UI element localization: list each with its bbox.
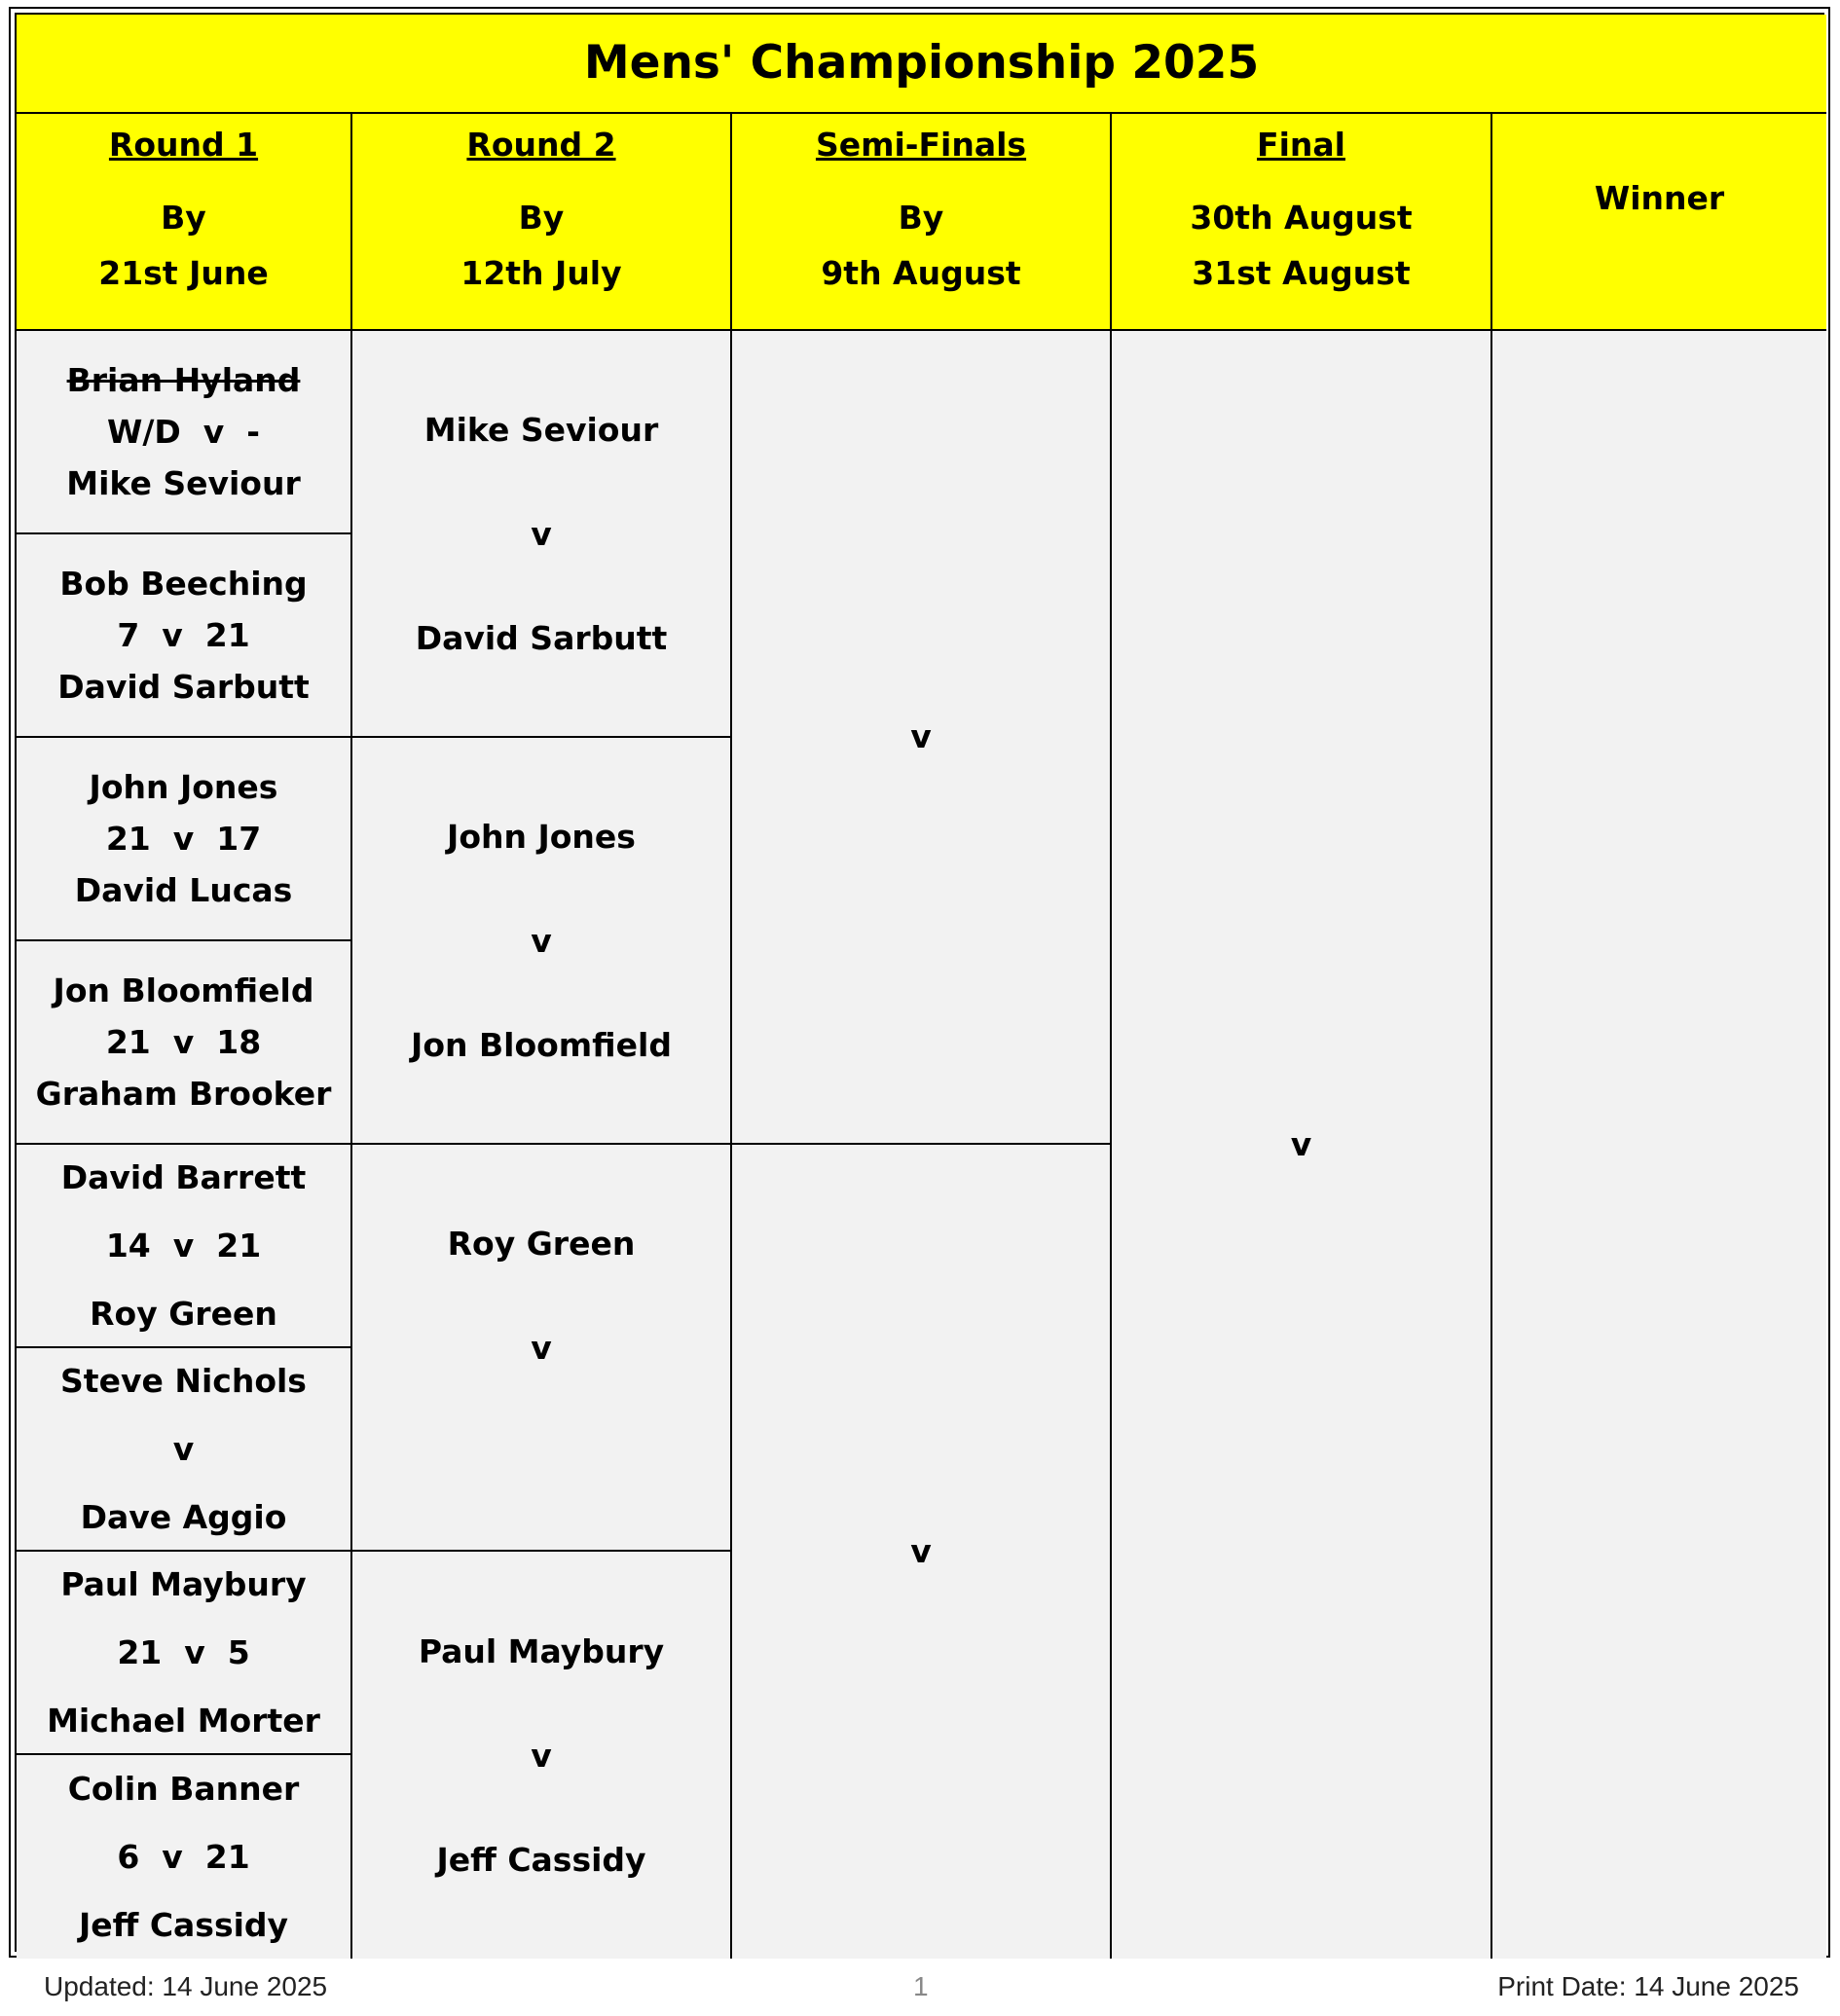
header-line3: 12th July — [460, 253, 622, 292]
round1-match — [17, 941, 352, 1145]
match-score: 6 v 21 — [117, 1837, 250, 1876]
vs-label: v — [531, 1736, 552, 1775]
player-name: Dave Aggio — [80, 1497, 287, 1536]
semi-final-match — [732, 1145, 1112, 1959]
vs-label: v — [910, 1532, 932, 1571]
header-line3: 21st June — [98, 253, 269, 292]
bracket-grid — [15, 13, 1824, 1952]
player-name: David Sarbutt — [415, 618, 668, 657]
round1-match — [17, 1348, 352, 1552]
player-name: Colin Banner — [67, 1769, 300, 1808]
match-score: 21 v 17 — [105, 820, 262, 858]
title-text: Mens' Championship 2025 — [583, 35, 1260, 90]
semi-final-match — [732, 331, 1112, 1145]
vs-label: v — [910, 717, 932, 756]
round2-match — [352, 1145, 732, 1552]
footer-print-date: Print Date: 14 June 2025 — [1497, 1971, 1799, 2001]
round2-match — [352, 738, 732, 1145]
player-name: Mike Seviour — [66, 464, 301, 502]
header-line2: 30th August — [1190, 198, 1413, 237]
player-name: Jon Bloomfield — [411, 1025, 672, 1064]
match-score: v — [172, 1429, 195, 1468]
player-name: Jeff Cassidy — [78, 1905, 289, 1944]
match-score: 7 v 21 — [117, 616, 250, 654]
player-name: David Barrett — [60, 1157, 307, 1196]
player-name — [535, 1400, 547, 1504]
player-name: John Jones — [447, 817, 636, 856]
vs-label: v — [531, 1328, 552, 1367]
player-name: Mike Seviour — [423, 410, 659, 449]
winner-cell — [1492, 331, 1826, 1959]
header-round-1 — [17, 114, 352, 331]
player-name: Jeff Cassidy — [436, 1840, 646, 1879]
player-name-withdrawn: Brian Hyland — [66, 361, 301, 399]
final-match — [1112, 331, 1492, 1959]
match-score: W/D v - — [106, 413, 260, 451]
player-name: Bob Beeching — [59, 565, 308, 603]
match-score: 14 v 21 — [105, 1226, 262, 1265]
player-name: Michael Morter — [47, 1701, 320, 1740]
header-label: Round 1 — [108, 126, 259, 164]
vs-label: v — [1290, 1125, 1312, 1164]
header-line2: By — [518, 198, 565, 237]
vs-label: v — [531, 921, 552, 960]
header-line2: By — [898, 198, 944, 237]
round1-match — [17, 1755, 352, 1959]
match-score: 21 v 18 — [105, 1023, 262, 1061]
round1-match — [17, 534, 352, 738]
player-name: Jon Bloomfield — [53, 971, 314, 1009]
header-label: Round 2 — [466, 126, 616, 164]
player-name: Graham Brooker — [35, 1075, 332, 1113]
footer-page-number: 1 — [913, 1971, 929, 2001]
header-label: Final — [1257, 126, 1345, 164]
header-round-2 — [352, 114, 732, 331]
page-title — [17, 15, 1826, 114]
round1-match — [17, 738, 352, 941]
player-name: Paul Maybury — [418, 1631, 665, 1670]
header-final — [1112, 114, 1492, 331]
player-name: David Sarbutt — [57, 668, 310, 706]
player-name: Paul Maybury — [60, 1564, 307, 1603]
player-name: Roy Green — [447, 1224, 636, 1263]
header-winner — [1492, 114, 1826, 331]
round1-match — [17, 331, 352, 534]
header-label: Winner — [1594, 178, 1725, 217]
player-name: David Lucas — [74, 871, 293, 909]
round2-match — [352, 1552, 732, 1959]
player-name: John Jones — [89, 768, 278, 806]
player-name: Steve Nichols — [60, 1361, 307, 1400]
round1-match — [17, 1552, 352, 1755]
header-line3: 31st August — [1192, 253, 1411, 292]
player-name: Roy Green — [90, 1294, 277, 1333]
header-line2: By — [161, 198, 206, 237]
header-line3: 9th August — [821, 253, 1021, 292]
bracket-sheet — [9, 7, 1830, 1958]
match-score: 21 v 5 — [117, 1632, 250, 1671]
footer-updated: Updated: 14 June 2025 — [44, 1971, 328, 2001]
round1-match — [17, 1145, 352, 1348]
round2-match — [352, 331, 732, 738]
vs-label: v — [531, 514, 552, 553]
header-semi-finals — [732, 114, 1112, 331]
header-label: Semi-Finals — [815, 126, 1027, 164]
